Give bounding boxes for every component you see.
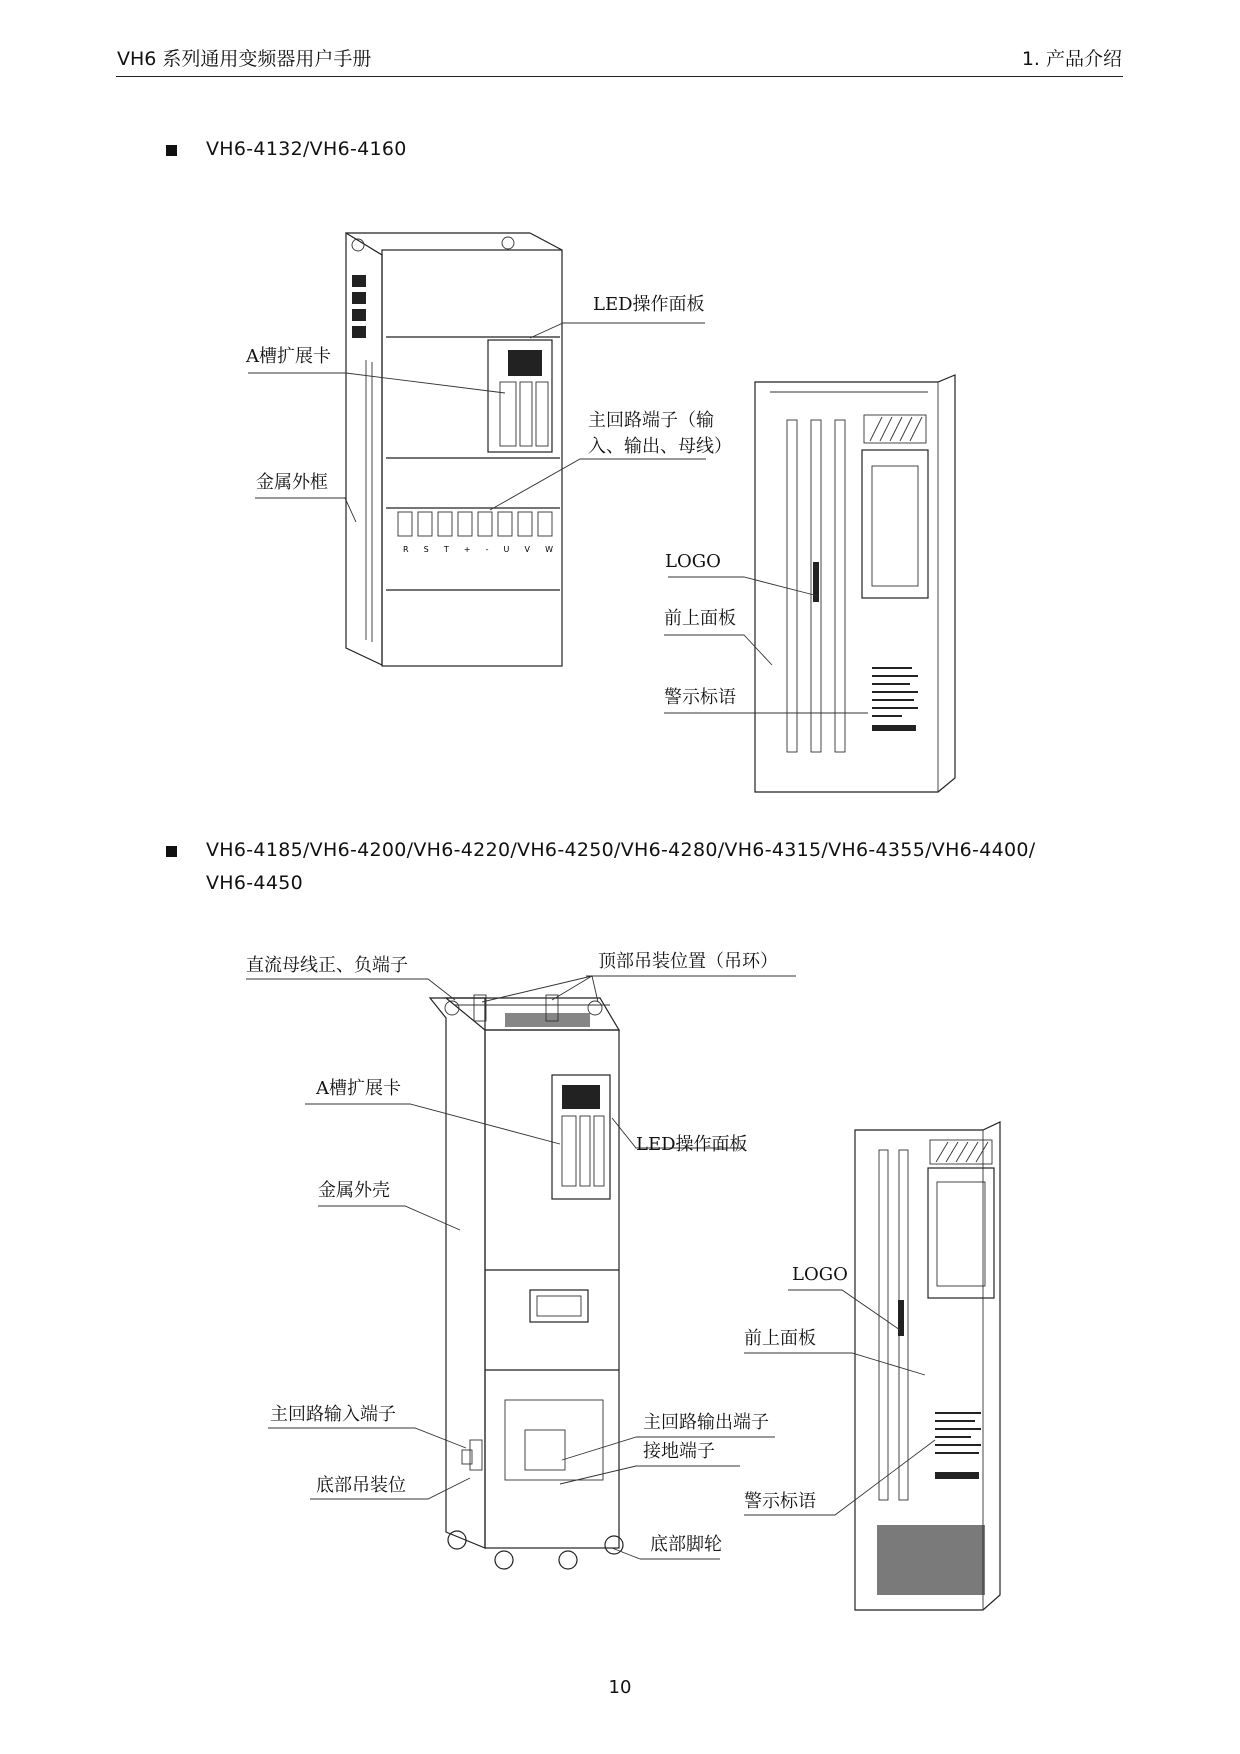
label-warning: 警示标语	[664, 687, 736, 708]
inverter-open-drawing	[346, 233, 562, 666]
front-panel-drawing-1	[755, 375, 955, 792]
label-slot-a-card-2: A槽扩展卡	[316, 1078, 401, 1099]
header-chapter: 1. 产品介绍	[1021, 48, 1122, 70]
label-metal-shell: 金属外壳	[318, 1180, 390, 1201]
label-main-terminal-line1: 主回路端子（输	[588, 410, 714, 431]
label-metal-frame: 金属外框	[256, 472, 328, 493]
label-front-panel-2: 前上面板	[744, 1328, 816, 1349]
label-main-output: 主回路输出端子	[643, 1412, 769, 1433]
inverter-cabinet-drawing	[430, 995, 623, 1569]
label-logo-2: LOGO	[792, 1264, 848, 1285]
label-warning-2: 警示标语	[744, 1491, 816, 1512]
section2-heading-line2: VH6-4450	[206, 872, 303, 894]
label-main-terminal-line2: 入、输出、母线）	[588, 436, 732, 457]
terminal-marks: R S T + - U V W	[403, 545, 553, 554]
label-front-panel: 前上面板	[664, 608, 736, 629]
page-number: 10	[608, 1677, 632, 1698]
label-main-input: 主回路输入端子	[270, 1404, 396, 1425]
label-slot-a-card: A槽扩展卡	[246, 346, 331, 367]
label-led-panel-2: LED操作面板	[636, 1134, 748, 1155]
label-logo: LOGO	[665, 551, 721, 572]
label-ground: 接地端子	[643, 1441, 715, 1462]
front-panel-drawing-2	[855, 1122, 1000, 1610]
label-casters: 底部脚轮	[650, 1534, 722, 1555]
label-dc-bus-terminals: 直流母线正、负端子	[246, 955, 408, 976]
label-led-panel: LED操作面板	[593, 294, 705, 315]
header-title: VH6 系列通用变频器用户手册	[117, 48, 372, 70]
label-top-lift: 顶部吊装位置（吊环）	[598, 951, 778, 972]
section2-heading-line1: VH6-4185/VH6-4200/VH6-4220/VH6-4250/VH6-4280/VH6-4315/VH6-4355/VH6-4400/	[206, 839, 1036, 861]
label-bottom-lift: 底部吊装位	[316, 1475, 406, 1496]
section1-heading: VH6-4132/VH6-4160	[206, 138, 407, 160]
